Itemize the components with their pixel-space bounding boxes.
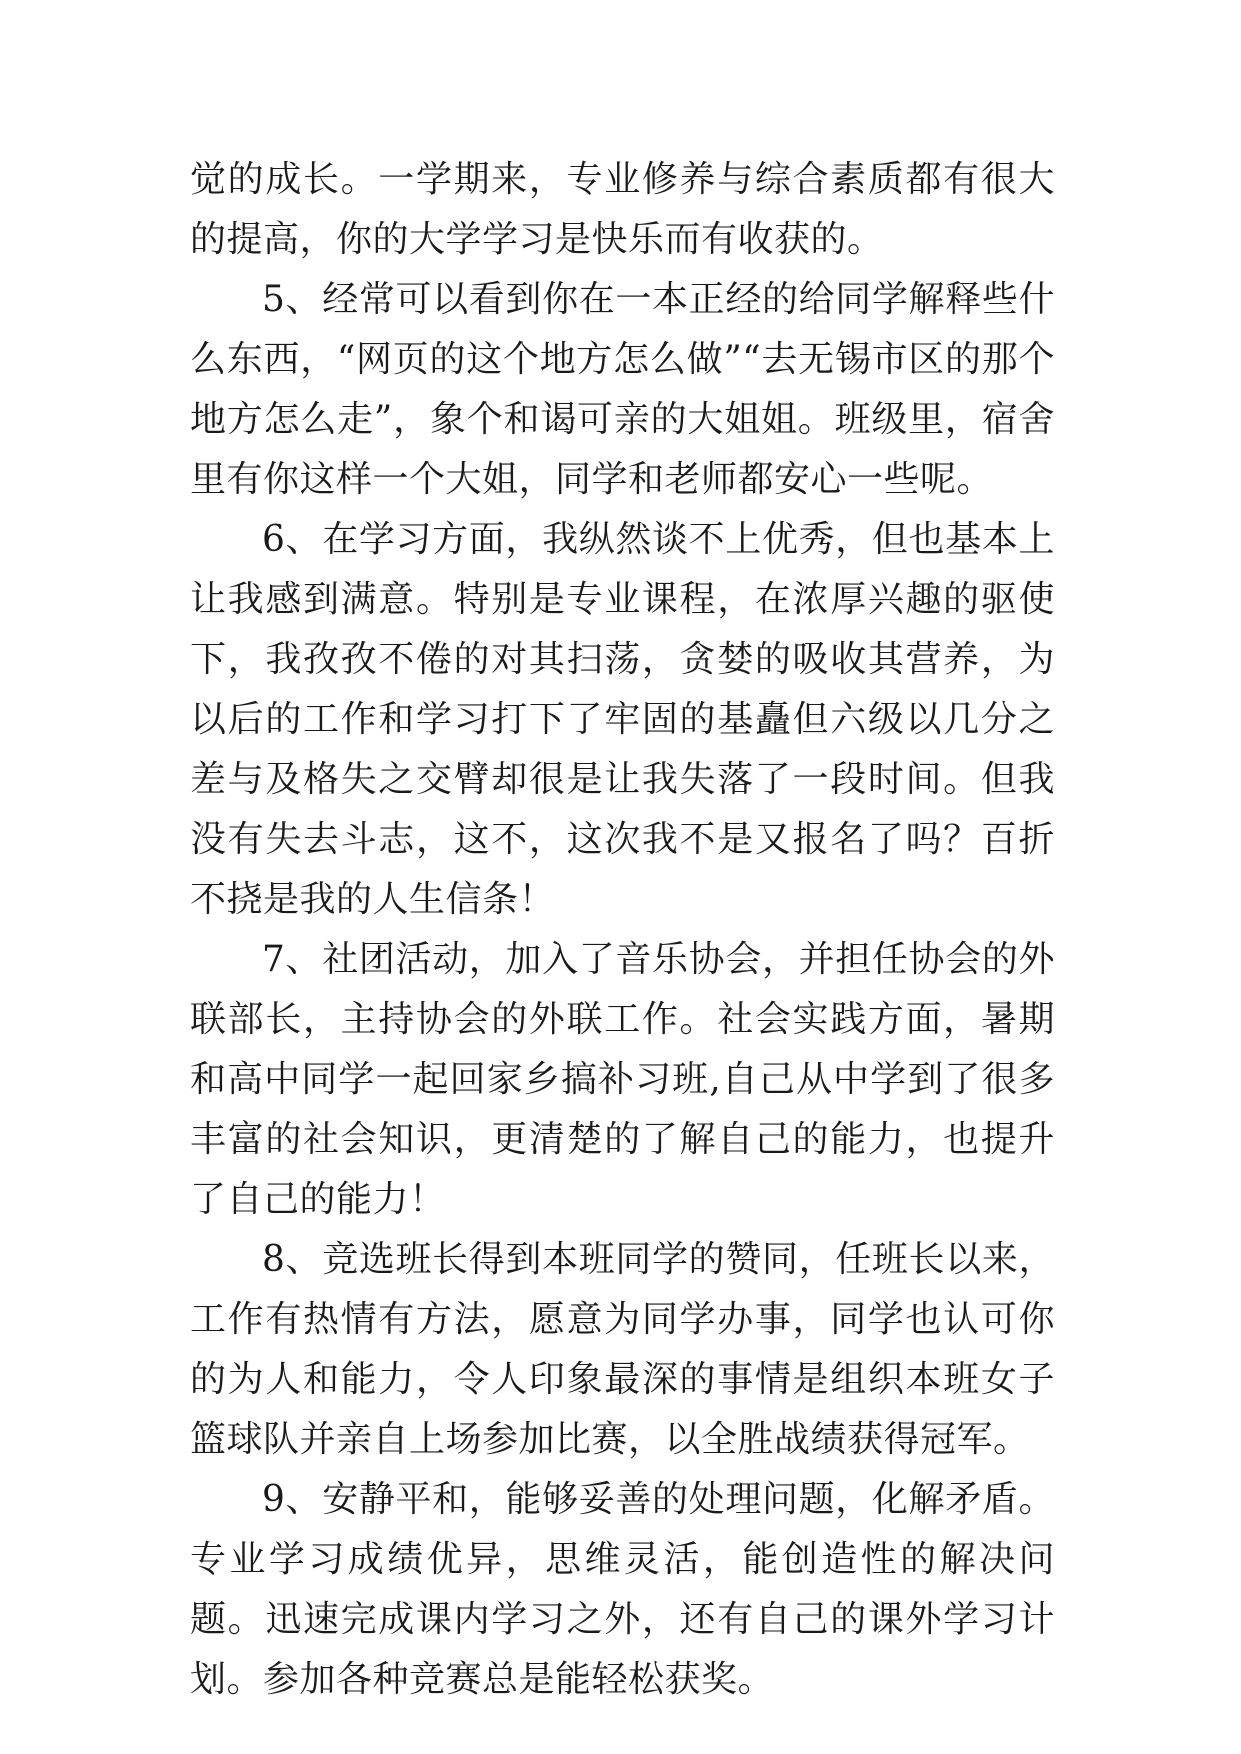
- paragraph-continuation: 觉的成长。一学期来，专业修养与综合素质都有很大的提高，你的大学学习是快乐而有收获的。: [190, 159, 1055, 260]
- paragraph-item-5: 5、经常可以看到你在一本正经的给同学解释些什么东西，“网页的这个地方怎么做”“去无锡市区的那个地方怎么走”，象个和谒可亲的大姐姐。班级里，宿舍里有你这样一个大姐，同学和老师都安心一些呢。: [190, 279, 1055, 500]
- document-body: [190, 150, 1055, 1710]
- paragraph-item-6: 6、在学习方面，我纵然谈不上优秀，但也基本上让我感到满意。特别是专业课程，在浓厚兴趣的驱使下，我孜孜不倦的对其扫荡，贪婪的吸收其营养，为以后的工作和学习打下了牢固的基矗但六级以几分之差与及格失之交臂却很是让我失落了一段时间。但我没有失去斗志，这不，这次我不是又报名了吗？百折不挠是我的人生信条！: [190, 519, 1055, 920]
- paragraph-item-7: 7、社团活动，加入了音乐协会，并担任协会的外联部长，主持协会的外联工作。社会实践方面，暑期和高中同学一起回家乡搞补习班,自己从中学到了很多丰富的社会知识，更清楚的了解自己的能力，也提升了自己的能力！: [190, 939, 1055, 1220]
- paragraph-item-9: 9、安静平和，能够妥善的处理问题，化解矛盾。专业学习成绩优异，思维灵活，能创造性的解决问题。迅速完成课内学习之外，还有自己的课外学习计划。参加各种竞赛总是能轻松获奖。: [190, 1479, 1055, 1700]
- paragraph-item-8: 8、竞选班长得到本班同学的赞同，任班长以来，工作有热情有方法，愿意为同学办事，同学也认可你的为人和能力，令人印象最深的事情是组织本班女子篮球队并亲自上场参加比赛，以全胜战绩获得冠军。: [190, 1239, 1055, 1460]
